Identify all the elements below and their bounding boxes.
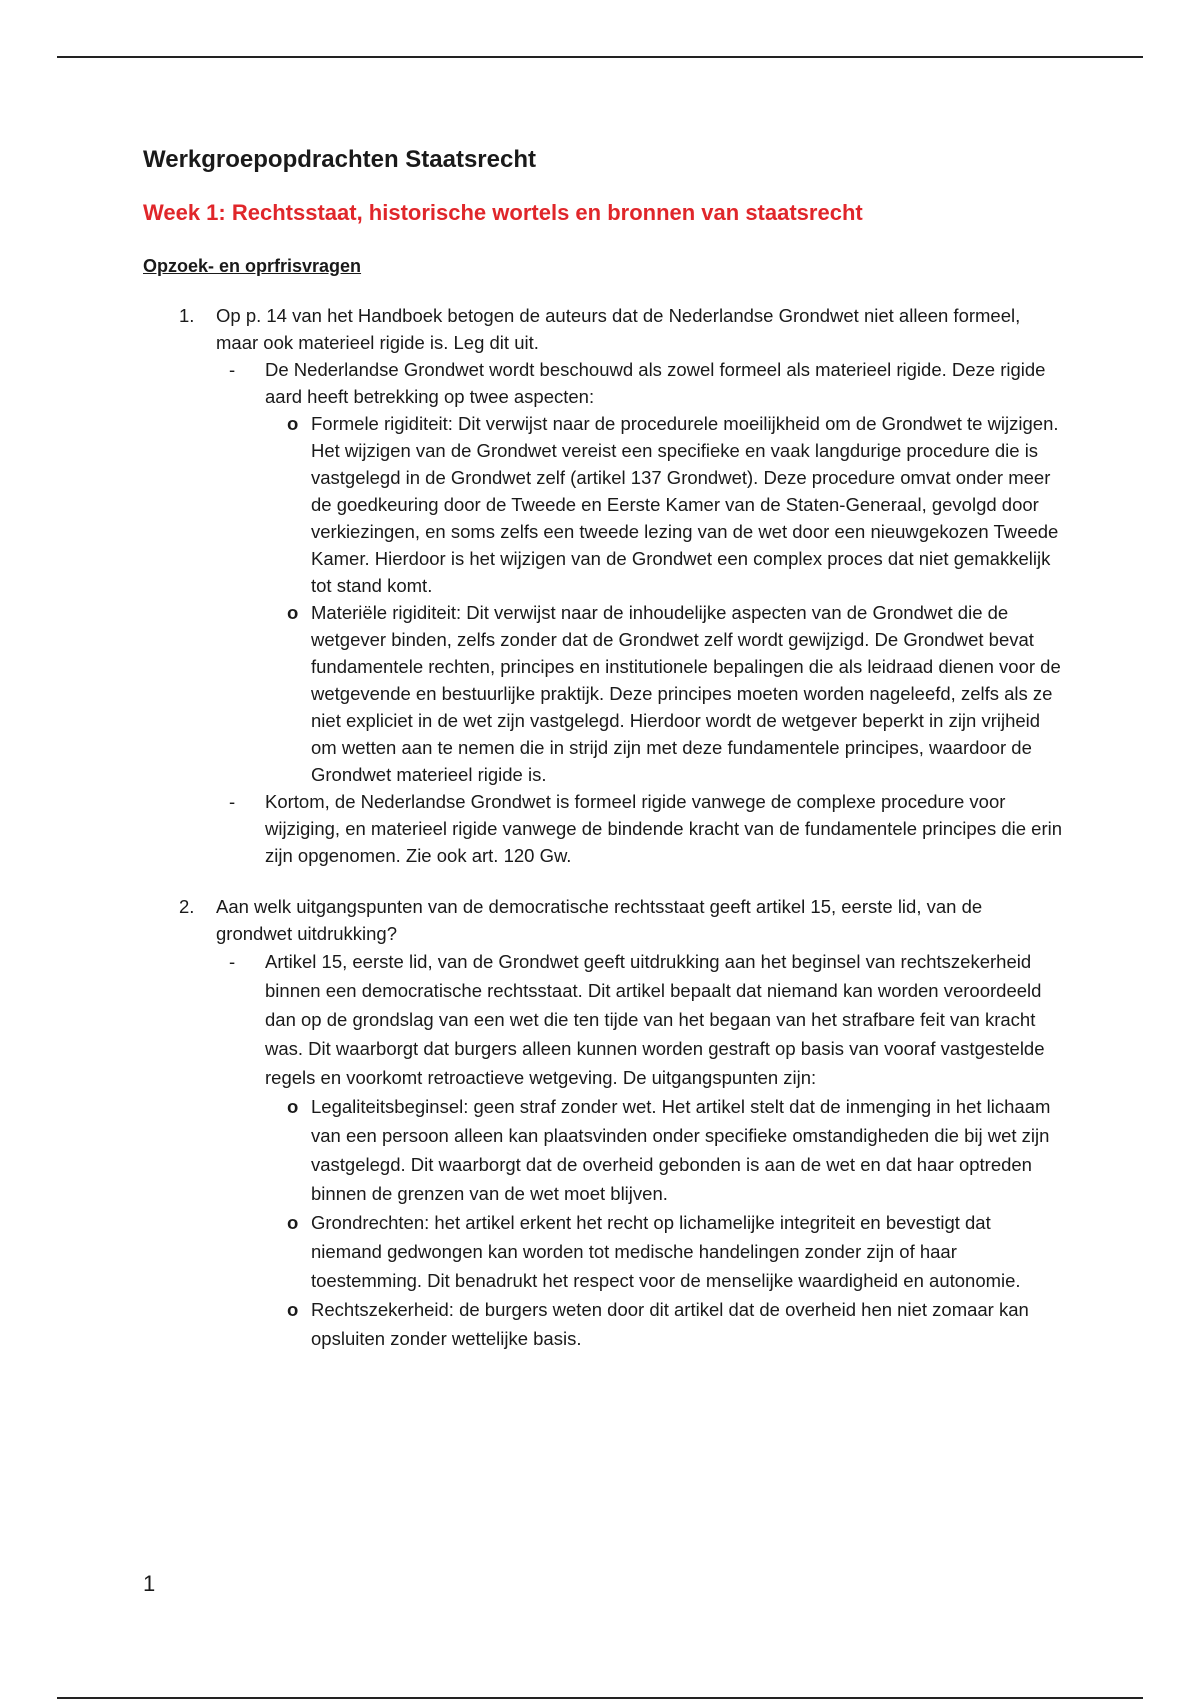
answer-point-text: Formele rigiditeit: Dit verwijst naar de procedurele moeilijkheid om de Grondwet te wijzigen. Het wijzigen van de Grondwet vereist een specifieke en vaak langdurige procedure die is vastgelegd in de Grondwet zelf (artikel 137 Grondwet). Deze procedure omvat onder meer de goedkeuring door de Tweede en Eerste Kamer van de Staten-Generaal, gevolgd door verkiezingen, en soms zelfs een tweede lezing van de wet door een nieuwgekozen Tweede Kamer. Hierdoor is het wijzigen van de Grondwet een complex proces dat niet gemakkelijk tot stand komt. <box>311 413 1059 596</box>
circle-bullet: o <box>287 1299 299 1320</box>
answer-point-text: Materiële rigiditeit: Dit verwijst naar de inhoudelijke aspecten van de Grondwet die de wetgever binden, zelfs zonder dat de Grondwet zelf wordt gewijzigd. De Grondwet bevat fundamentele rechten, principes en institutionele bepalingen die als leidraad dienen voor de wetgevende en bestuurlijke praktijk. Deze principes moeten worden nageleefd, zelfs als ze niet expliciet in de wet zijn vastgelegd. Hierdoor wordt de wetgever beperkt in zijn vrijheid om wetten aan te nemen die in strijd zijn met deze fundamentele principes, waardoor de Grondwet materieel rigide is. <box>311 602 1061 785</box>
week-title: Week 1: Rechtsstaat, historische wortels en bronnen van staatsrecht <box>143 200 863 225</box>
document-title: Werkgroepopdrachten Staatsrecht <box>143 146 536 173</box>
circle-bullet: o <box>287 1096 299 1117</box>
answer-intro-text: Artikel 15, eerste lid, van de Grondwet geeft uitdrukking aan het beginsel van rechtszekerheid binnen een democratische rechtsstaat. Dit artikel bepaalt dat niemand kan worden veroordeeld dan op de grondslag van een wet die ten tijde van het begaan van het strafbare feit van kracht was. Dit waarborgt dat burgers alleen kunnen worden gestraft op basis van vooraf vastgestelde regels en voorkomt retroactieve wetgeving. De uitgangspunten zijn: <box>265 951 1045 1088</box>
dash-bullet: - <box>229 791 236 812</box>
circle-bullet: o <box>287 602 299 623</box>
question-text: Aan welk uitgangspunten van de democratische rechtsstaat geeft artikel 15, eerste lid, van de grondwet uitdrukking? <box>216 896 983 944</box>
answer-point-text: Legaliteitsbeginsel: geen straf zonder wet. Het artikel stelt dat de inmenging in het lichaam van een persoon alleen kan plaatsvinden onder specifieke omstandigheden die bij wet zijn vastgelegd. Dit waarborgt dat de overheid gebonden is aan de wet en dat haar optreden binnen de grenzen van de wet moet blijven. <box>311 1096 1051 1204</box>
answer-point <box>287 1208 1063 1295</box>
answer-point <box>287 599 1063 788</box>
answer-points <box>216 1092 1063 1353</box>
document-body <box>143 140 1063 1353</box>
circle-bullet: o <box>287 1212 299 1233</box>
answer-point <box>287 410 1063 599</box>
answer-intro-text: De Nederlandse Grondwet wordt beschouwd als zowel formeel als materieel rigide. Deze rigide aard heeft betrekking op twee aspecten: <box>265 359 1046 407</box>
circle-bullet: o <box>287 413 299 434</box>
answer-point <box>287 1295 1063 1353</box>
answer-point-text: Rechtszekerheid: de burgers weten door dit artikel dat de overheid hen niet zomaar kan opsluiten zonder wettelijke basis. <box>311 1299 1029 1349</box>
answer-intro <box>216 356 1063 410</box>
header-rule <box>57 56 1143 58</box>
dash-bullet: - <box>229 951 236 972</box>
page-number: 1 <box>143 1571 156 1596</box>
answer-point-text: Grondrechten: het artikel erkent het recht op lichamelijke integriteit en bevestigt dat niemand gedwongen kan worden tot medische handelingen zonder zijn of haar toestemming. Dit benadrukt het respect voor de menselijke waardigheid en autonomie. <box>311 1212 1021 1291</box>
question-text: Op p. 14 van het Handboek betogen de auteurs dat de Nederlandse Grondwet niet alleen formeel, maar ook materieel rigide is. Leg dit uit. <box>216 305 1021 353</box>
answer-points <box>216 410 1063 788</box>
dash-bullet: - <box>229 359 236 380</box>
answer-outro-text: Kortom, de Nederlandse Grondwet is formeel rigide vanwege de complexe procedure voor wijziging, en materieel rigide vanwege de bindende kracht van de fundamentele principes die erin zijn opgenomen. Zie ook art. 120 Gw. <box>265 791 1063 866</box>
footer-rule <box>57 1697 1143 1699</box>
answer-intro <box>216 947 1063 1092</box>
answer-point <box>287 1092 1063 1208</box>
question-number: 2. <box>179 896 195 917</box>
question-1 <box>143 302 1063 869</box>
question-number: 1. <box>179 305 195 326</box>
answer-outro <box>216 788 1063 869</box>
section-title: Opzoek- en oprfrisvragen <box>143 256 362 276</box>
question-2 <box>143 893 1063 1353</box>
